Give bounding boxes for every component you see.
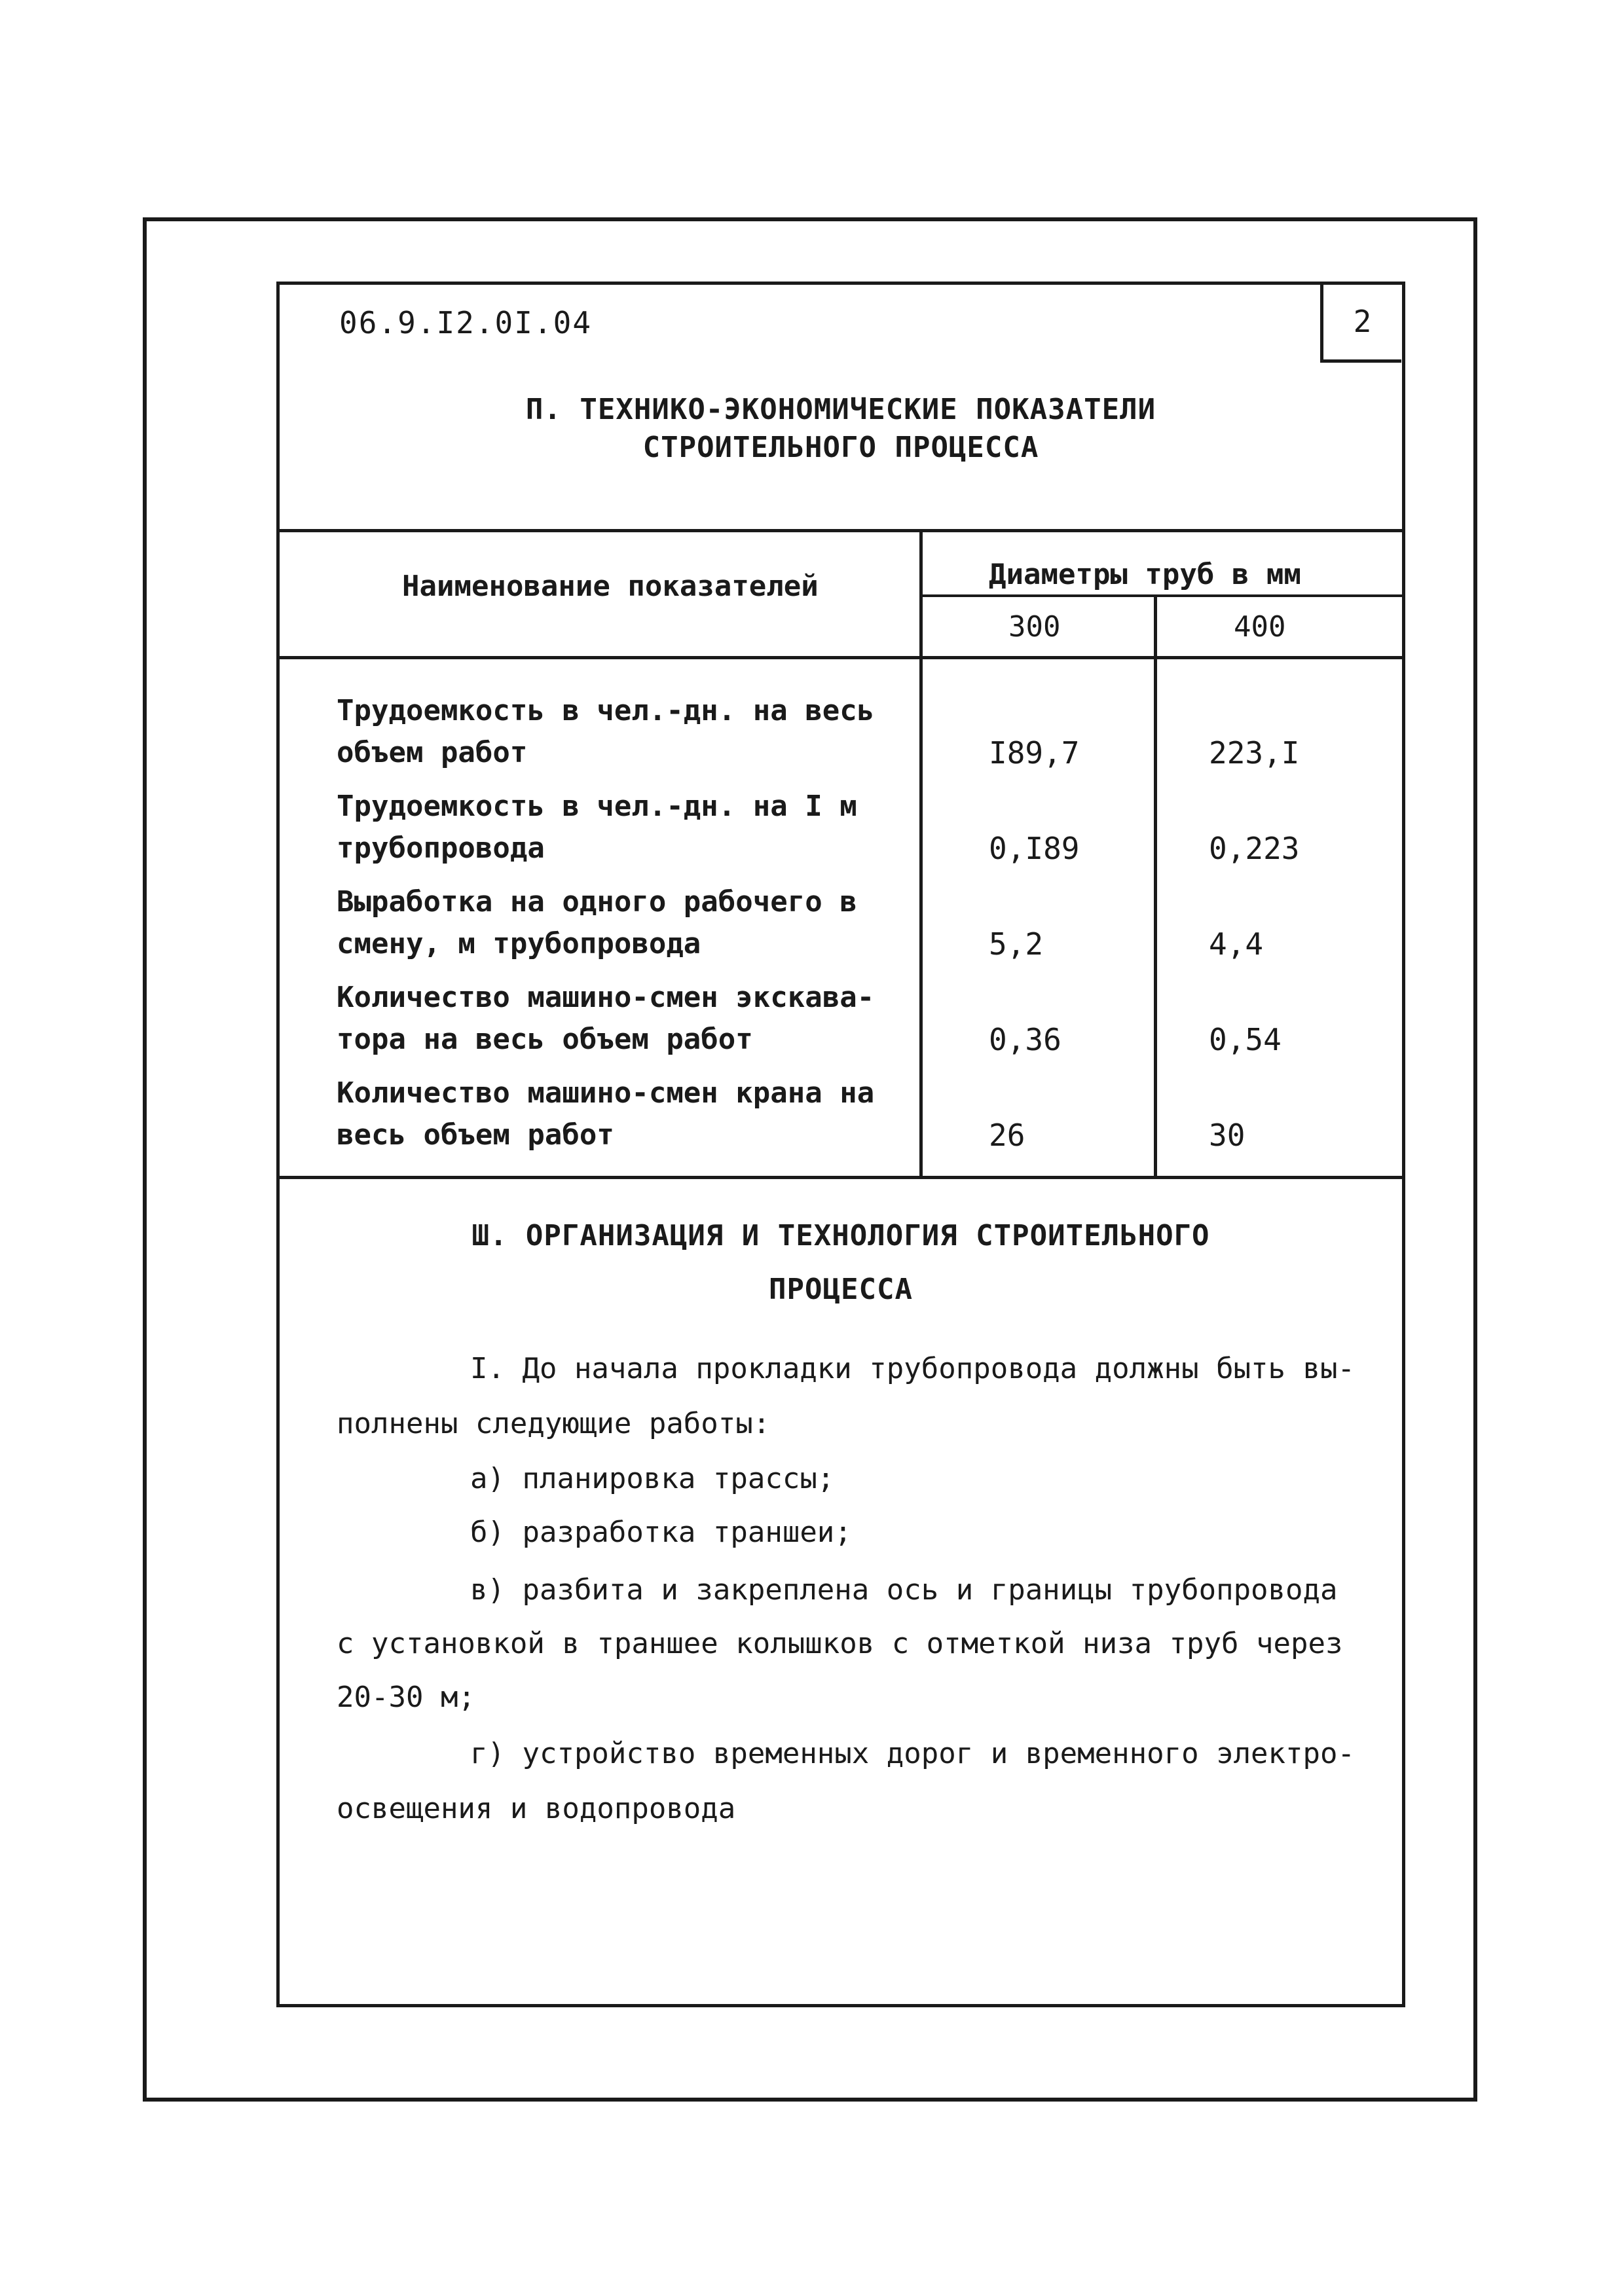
list-item-v-cont: 20-30 м;: [337, 1681, 475, 1714]
document-code: 06.9.I2.0I.04: [339, 305, 593, 340]
list-item-b: б) разработка траншеи;: [470, 1516, 852, 1549]
table-cell-300: 5,2: [989, 926, 1044, 962]
row-label-line: Трудоемкость в чел.-дн. на весь: [337, 694, 875, 727]
list-item-g-cont: освещения и водопровода: [337, 1792, 736, 1825]
table-header-group: Диаметры труб в мм: [989, 558, 1301, 591]
table-row-label: [337, 977, 913, 1061]
page-number-box: [1320, 283, 1401, 363]
row-label-line: Количество машино-смен крана на: [337, 1076, 875, 1110]
table-row-label: [337, 690, 913, 774]
table-bottom-border: [276, 1176, 1405, 1179]
section2-title-line1: П. ТЕХНИКО-ЭКОНОМИЧЕСКИЕ ПОКАЗАТЕЛИ: [525, 393, 1156, 426]
table-header-name: Наименование показателей: [402, 570, 819, 603]
table-cell-300: 26: [989, 1118, 1025, 1153]
table-cell-300: 0,36: [989, 1022, 1061, 1057]
table-cell-400: 0,223: [1209, 831, 1300, 866]
table-cell-400: 223,I: [1209, 735, 1300, 771]
table-row-label: [337, 786, 913, 869]
row-label-line: Количество машино-смен экскава-: [337, 981, 875, 1014]
row-label-line: трубопровода: [337, 831, 545, 865]
row-label-line: весь объем работ: [337, 1118, 614, 1152]
table-header-bottom-border: [276, 656, 1405, 659]
list-item-v: в) разбита и закреплена ось и границы трубопровода: [470, 1573, 1338, 1607]
row-label-line: тора на весь объем работ: [337, 1023, 753, 1056]
table-top-border: [276, 529, 1405, 532]
page-number: 2: [1353, 303, 1372, 339]
section3-title-line2: ПРОЦЕССА: [769, 1273, 913, 1306]
column-header-300: 300: [1008, 610, 1061, 644]
table-cell-400: 30: [1209, 1118, 1246, 1153]
table-cell-300: I89,7: [989, 735, 1080, 771]
row-label-line: Трудоемкость в чел.-дн. на I м: [337, 790, 857, 823]
column-header-400: 400: [1234, 610, 1286, 644]
table-row-label: [337, 1072, 913, 1156]
section3-title-line1: Ш. ОРГАНИЗАЦИЯ И ТЕХНОЛОГИЯ СТРОИТЕЛЬНОГО: [471, 1219, 1210, 1252]
table-divider-cols: [1154, 594, 1157, 1179]
table-cell-300: 0,I89: [989, 831, 1080, 866]
section2-title-line2: СТРОИТЕЛЬНОГО ПРОЦЕССА: [642, 431, 1039, 464]
table-cell-400: 0,54: [1209, 1022, 1282, 1057]
table-row-label: [337, 881, 913, 965]
paragraph-line: I. До начала прокладки трубопровода должны быть вы-: [470, 1352, 1356, 1385]
row-label-line: Выработка на одного рабочего в: [337, 885, 857, 919]
table-divider-name: [919, 529, 923, 1179]
table-cell-400: 4,4: [1209, 926, 1264, 962]
list-item-a: а) планировка трассы;: [470, 1462, 835, 1495]
row-label-line: смену, м трубопровода: [337, 927, 701, 960]
list-item-g: г) устройство временных дорог и временного электро-: [470, 1737, 1356, 1770]
list-item-v-cont: с установкой в траншее колышков с отметкой низа труб через: [337, 1627, 1343, 1660]
row-label-line: объем работ: [337, 736, 528, 769]
paragraph-line: полнены следующие работы:: [337, 1407, 771, 1440]
